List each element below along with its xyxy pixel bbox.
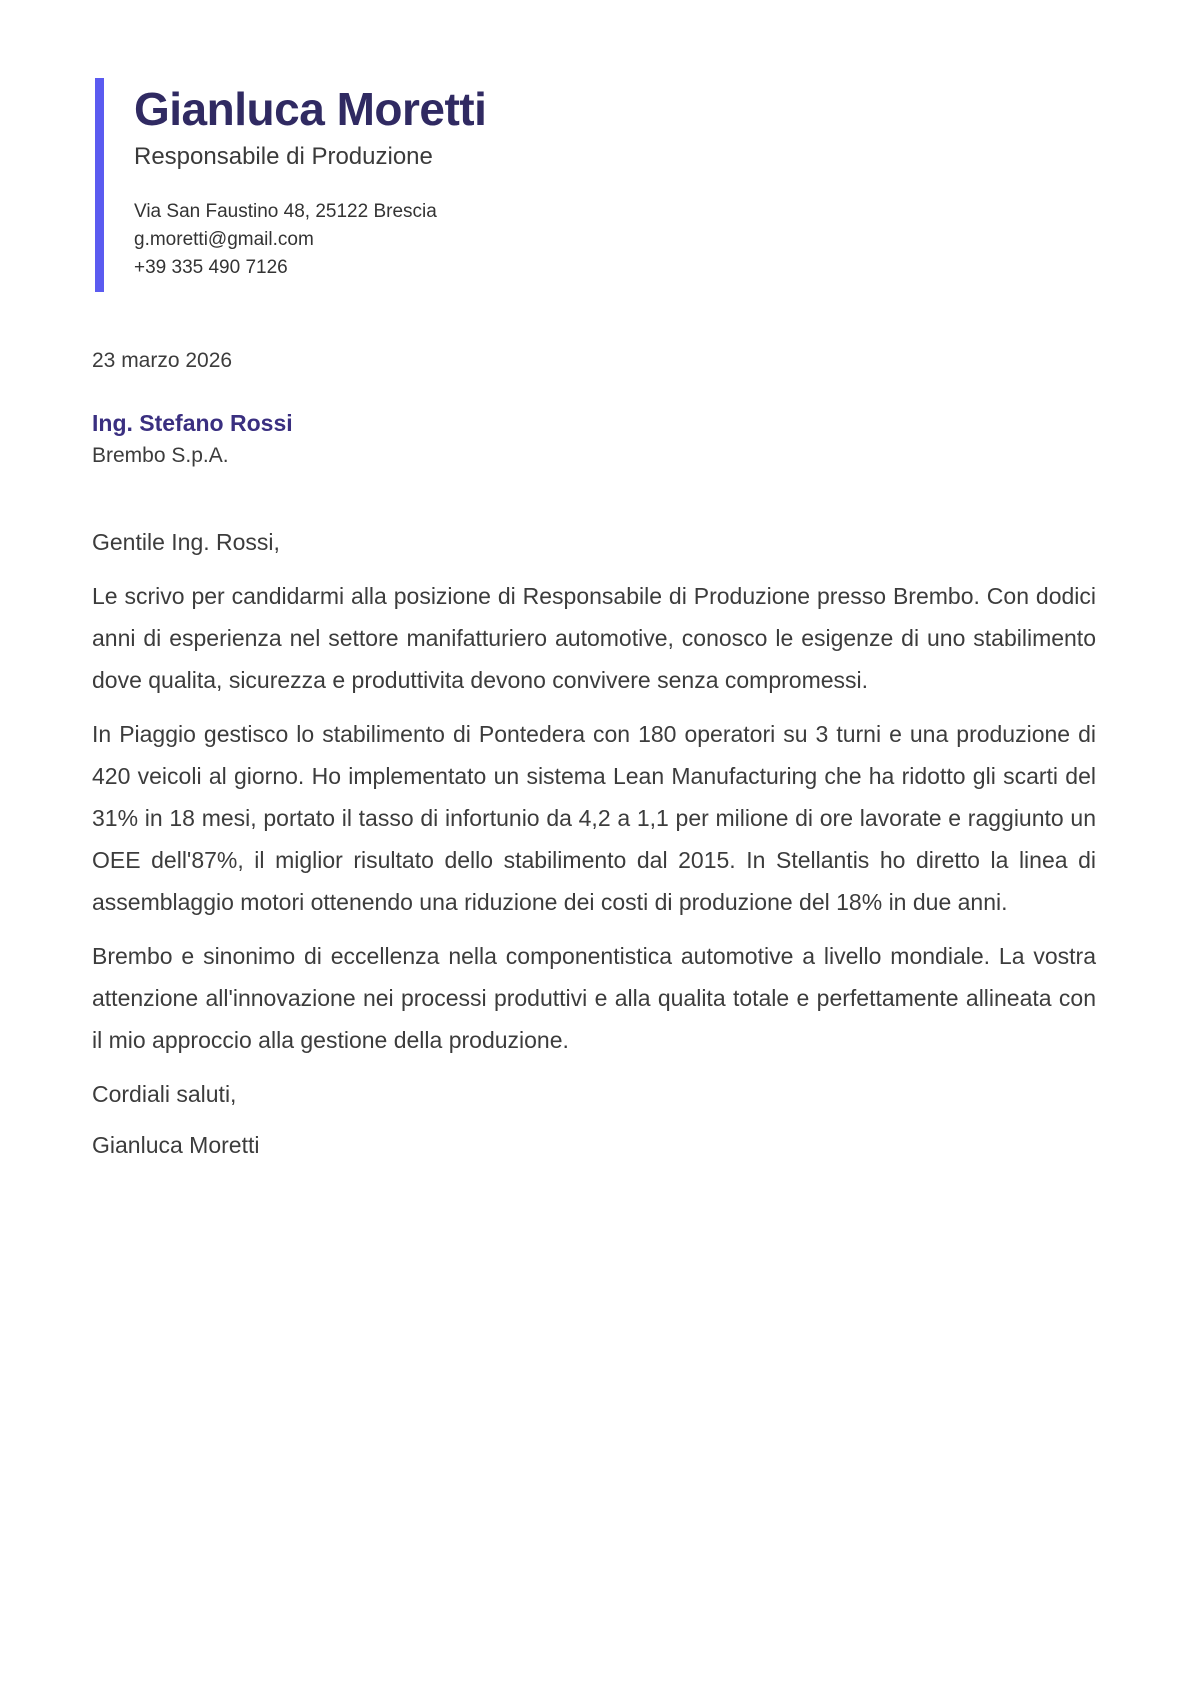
letter-body xyxy=(92,346,1096,1166)
contact-email: g.moretti@gmail.com xyxy=(134,229,314,250)
sender-job-title: Responsabile di Produzione xyxy=(134,143,433,170)
salutation: Gentile Ing. Rossi, xyxy=(92,529,280,555)
letter-date: 23 marzo 2026 xyxy=(92,349,233,372)
contact-phone: +39 335 490 7126 xyxy=(134,257,288,278)
body-paragraph-1: Le scrivo per candidarmi alla posizione di Responsabile di Produzione presso Brembo. Con dodici anni di esperienza nel settore manifatturiero automotive, conosco le esigenze di uno stabilimento dove qualita, sicurezza e produttivita devono convivere senza compromessi. xyxy=(92,583,1096,693)
recipient-name: Ing. Stefano Rossi xyxy=(92,410,293,436)
contact-info xyxy=(134,198,1096,282)
body-paragraph-3: Brembo e sinonimo di eccellenza nella componentistica automotive a livello mondiale. La vostra attenzione all'innovazione nei processi produttivi e alla qualita totale e perfettamente allineata con il mio approccio alla gestione della produzione. xyxy=(92,943,1096,1053)
recipient-block xyxy=(92,408,1096,471)
letterhead xyxy=(95,78,1096,292)
sender-name: Gianluca Moretti xyxy=(134,83,487,135)
recipient-company: Brembo S.p.A. xyxy=(92,444,229,467)
closing: Cordiali saluti, xyxy=(92,1081,237,1107)
contact-address: Via San Faustino 48, 25122 Brescia xyxy=(134,201,437,222)
signature-name: Gianluca Moretti xyxy=(92,1132,260,1158)
body-paragraph-2: In Piaggio gestisco lo stabilimento di Pontedera con 180 operatori su 3 turni e una produzione di 420 veicoli al giorno. Ho implementato un sistema Lean Manufacturing che ha ridotto gli scarti del 31% in 18 mesi, portato il tasso di infortunio da 4,2 a 1,1 per milione di ore lavorate e raggiunto un OEE dell'87%, il miglior risultato dello stabilimento dal 2015. In Stellantis ho diretto la linea di assemblaggio motori ottenendo una riduzione dei costi di produzione del 18% in due anni. xyxy=(92,721,1096,915)
